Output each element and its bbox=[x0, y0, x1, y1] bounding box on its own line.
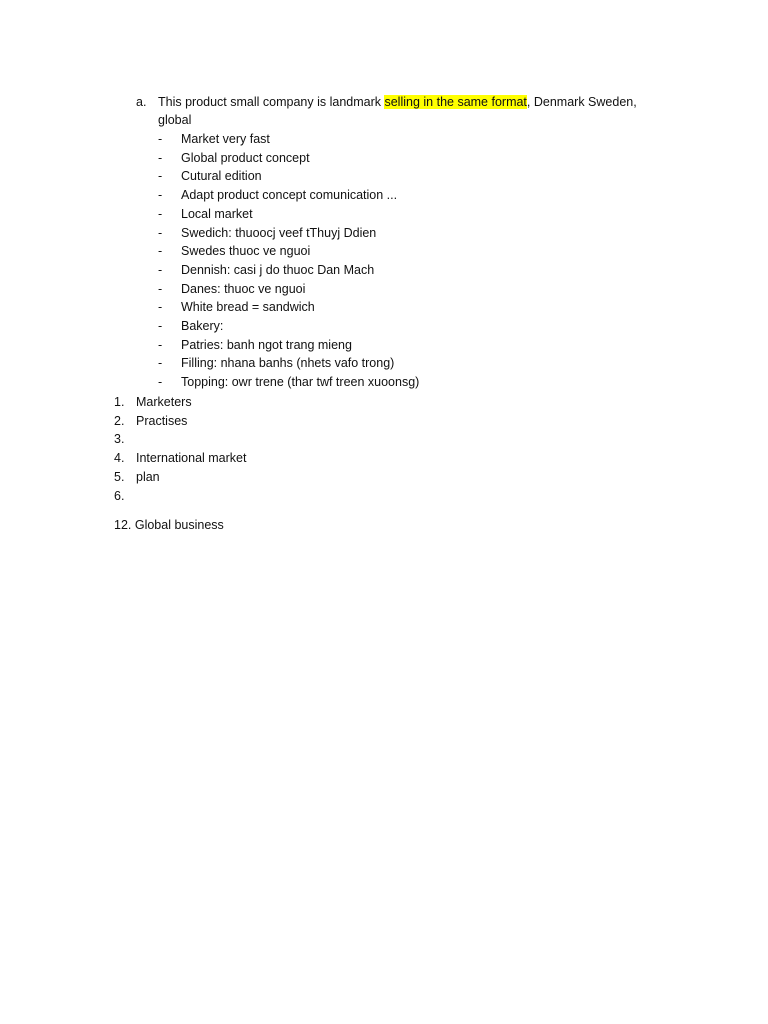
bullet-item: Adapt product concept comunication ... bbox=[181, 188, 398, 203]
bullet-marker: - bbox=[158, 150, 163, 165]
bullet-marker: - bbox=[158, 300, 163, 315]
item-a-marker: a. bbox=[136, 95, 147, 109]
bullet-marker: - bbox=[158, 337, 163, 352]
bullet-item: White bread = sandwich bbox=[181, 300, 315, 315]
bullet-marker: - bbox=[158, 225, 163, 240]
numbered-item: Marketers bbox=[136, 395, 192, 409]
bullet-item: Market very fast bbox=[181, 132, 270, 146]
bullet-marker: - bbox=[158, 375, 163, 390]
bullet-item: Local market bbox=[181, 206, 253, 221]
bullet-marker: - bbox=[158, 188, 163, 203]
bullet-marker: - bbox=[158, 356, 163, 371]
numbered-marker: 6. bbox=[114, 488, 125, 503]
bullet-marker: - bbox=[158, 206, 163, 221]
numbered-marker: 2. bbox=[114, 413, 125, 428]
bullet-marker: - bbox=[158, 132, 163, 146]
final-heading: 12. Global business bbox=[114, 518, 224, 532]
item-a-text-after: , Denmark Sweden, bbox=[526, 95, 637, 109]
highlighted-text: selling in the same format bbox=[384, 95, 527, 109]
bullet-item: Swedes thuoc ve nguoi bbox=[181, 244, 311, 259]
bullet-marker: - bbox=[158, 262, 163, 277]
bullet-marker: - bbox=[158, 281, 163, 296]
bullet-item: Danes: thuoc ve nguoi bbox=[181, 281, 306, 296]
bullet-marker: - bbox=[158, 169, 163, 184]
bullet-marker: - bbox=[158, 319, 163, 333]
numbered-item: plan bbox=[136, 469, 160, 484]
numbered-marker: 5. bbox=[114, 469, 125, 484]
bullet-item: Global product concept bbox=[181, 150, 310, 165]
numbered-item: Practises bbox=[136, 413, 188, 428]
numbered-item: International market bbox=[136, 451, 247, 466]
item-a-text bbox=[158, 93, 637, 111]
numbered-marker: 3. bbox=[114, 432, 125, 447]
bullet-marker: - bbox=[158, 244, 163, 259]
bullet-item: Topping: owr trene (thar twf treen xuoonsg) bbox=[181, 375, 420, 390]
item-a-continuation: global bbox=[158, 113, 192, 127]
bullet-item: Dennish: casi j do thuoc Dan Mach bbox=[181, 262, 375, 277]
numbered-marker: 1. bbox=[114, 395, 125, 409]
numbered-marker: 4. bbox=[114, 451, 125, 466]
bullet-item: Bakery: bbox=[181, 319, 224, 333]
bullet-item: Filling: nhana banhs (nhets vafo trong) bbox=[181, 356, 395, 371]
bullet-item: Cutural edition bbox=[181, 169, 262, 184]
bullet-item: Patries: banh ngot trang mieng bbox=[181, 337, 352, 352]
item-a-text-before: This product small company is landmark bbox=[158, 95, 385, 109]
bullet-item: Swedich: thuoocj veef tThuyj Ddien bbox=[181, 225, 377, 240]
